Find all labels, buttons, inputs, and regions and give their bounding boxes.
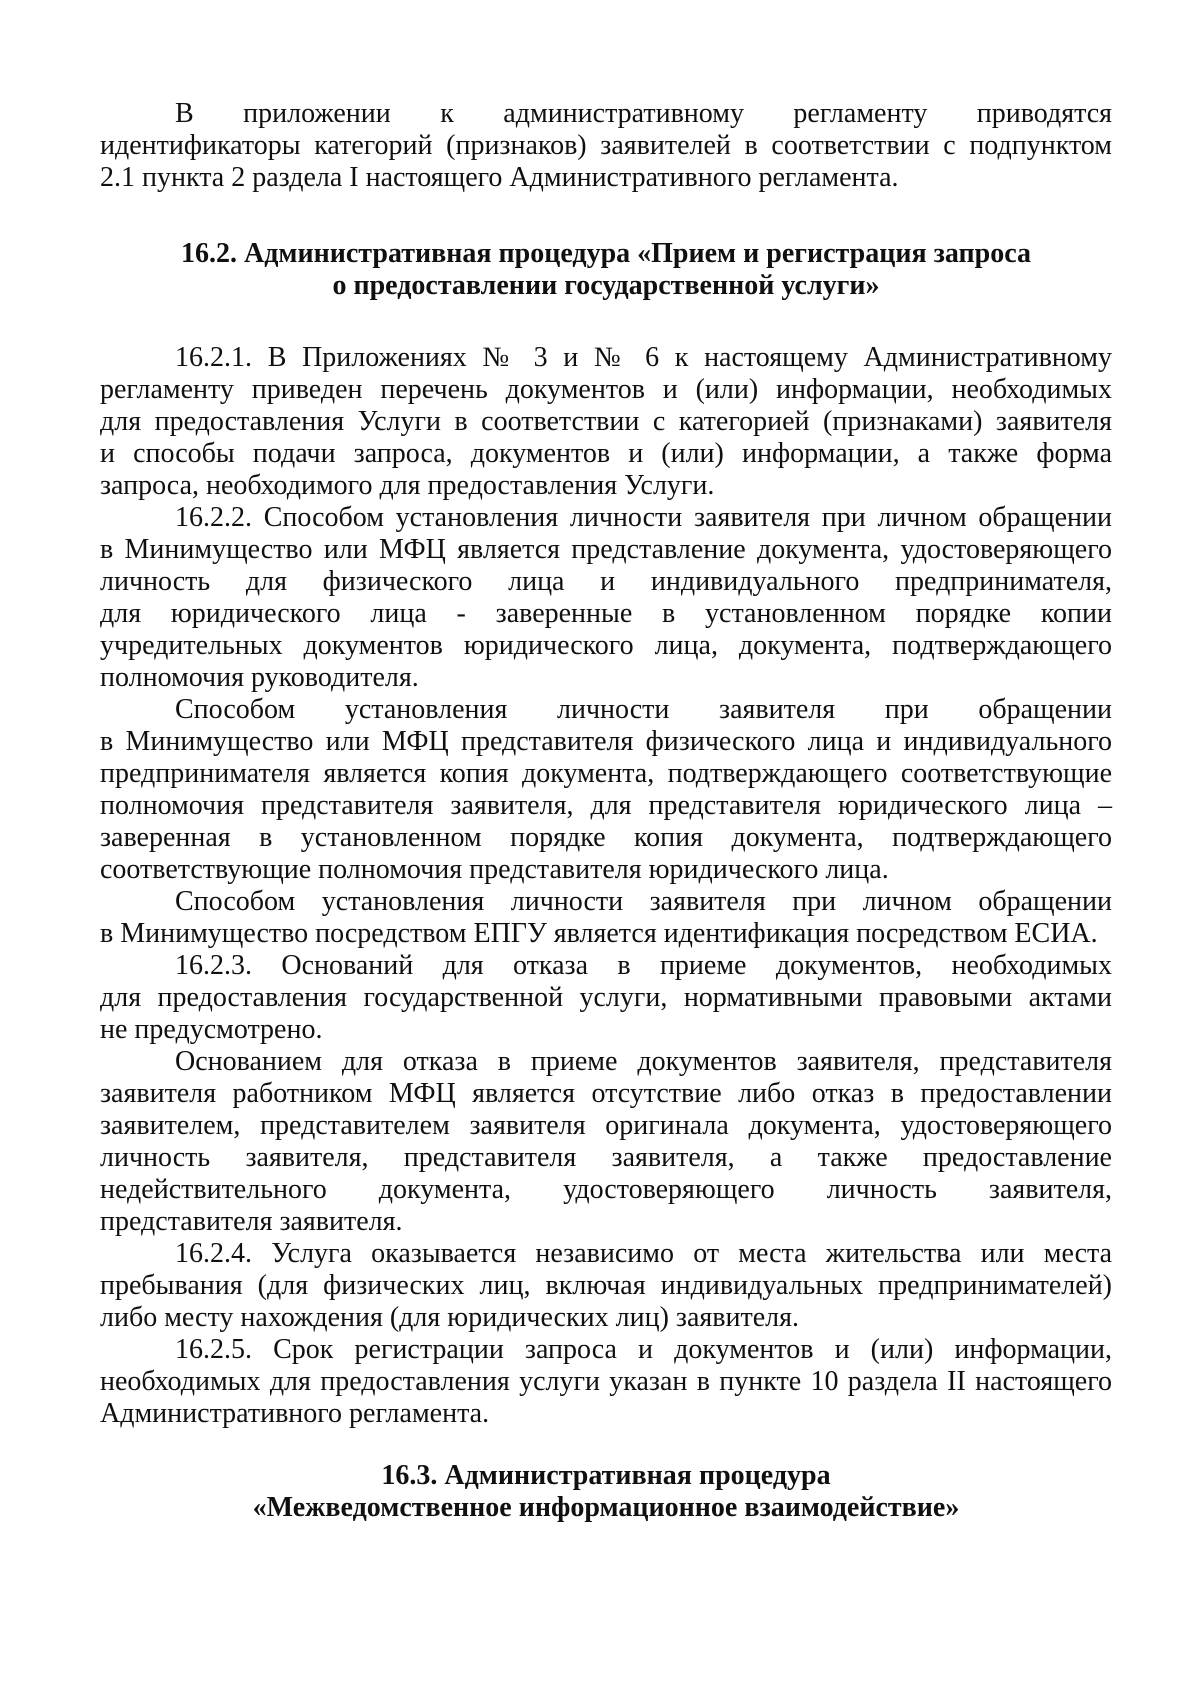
body-paragraph <box>100 694 1112 886</box>
text-line: для юридического лица - заверенные в установленном порядке копии <box>100 598 1112 629</box>
text-line: пребывания (для физических лиц, включая индивидуальных предпринимателей) <box>100 1270 1112 1301</box>
body-paragraph <box>100 950 1112 1046</box>
text-line: не предусмотрено. <box>100 1014 323 1045</box>
text-line: «Межведомственное информационное взаимодействие» <box>252 1492 960 1523</box>
document-body <box>100 0 1112 1524</box>
text-line: регламенту приведен перечень документов и (или) информации, необходимых <box>100 374 1112 405</box>
text-line: заявителя работником МФЦ является отсутствие либо отказ в предоставлении <box>100 1078 1112 1109</box>
text-line: для предоставления Услуги в соответствии с категорией (признаками) заявителя <box>100 406 1112 437</box>
text-line: полномочия представителя заявителя, для представителя юридического лица – <box>100 790 1112 821</box>
text-line: для предоставления государственной услуги, нормативными правовыми актами <box>100 982 1112 1013</box>
text-line: учредительных документов юридического лица, документа, подтверждающего <box>100 630 1112 661</box>
body-paragraph <box>100 1334 1112 1430</box>
text-line: В приложении к административному регламенту приводятся <box>175 98 1112 129</box>
text-line: 16.3. Административная процедура <box>381 1460 831 1491</box>
text-line: и способы подачи запроса, документов и (или) информации, а также форма <box>100 438 1112 469</box>
text-line: в Минимущество или МФЦ является представление документа, удостоверяющего <box>100 534 1112 565</box>
body-paragraph <box>100 886 1112 950</box>
text-line: представителя заявителя. <box>100 1206 403 1237</box>
body-paragraph <box>100 1046 1112 1238</box>
body-paragraph <box>100 342 1112 502</box>
text-line: полномочия руководителя. <box>100 662 419 693</box>
text-line: личность заявителя, представителя заявителя, а также предоставление <box>100 1142 1112 1173</box>
text-line: идентификаторы категорий (признаков) заявителей в соответствии с подпунктом <box>100 130 1112 161</box>
text-line: 16.2.1. В Приложениях № 3 и № 6 к настоящему Административному <box>175 342 1112 373</box>
body-paragraph <box>100 1238 1112 1334</box>
text-line: соответствующие полномочия представителя юридического лица. <box>100 854 889 885</box>
text-line: 16.2.3. Оснований для отказа в приеме документов, необходимых <box>175 950 1112 981</box>
text-line: 16.2.4. Услуга оказывается независимо от места жительства или места <box>175 1238 1112 1269</box>
section-heading <box>100 1460 1112 1524</box>
text-line: 16.2.5. Срок регистрации запроса и документов и (или) информации, <box>175 1334 1112 1365</box>
body-paragraph <box>100 502 1112 694</box>
text-line: 2.1 пункта 2 раздела I настоящего Административного регламента. <box>100 162 899 193</box>
body-paragraph <box>100 98 1112 194</box>
text-line: в Минимущество посредством ЕПГУ является идентификация посредством ЕСИА. <box>100 918 1098 949</box>
text-line: заявителем, представителем заявителя оригинала документа, удостоверяющего <box>100 1110 1112 1141</box>
text-line: Основанием для отказа в приеме документов заявителя, представителя <box>175 1046 1112 1077</box>
text-line: заверенная в установленном порядке копия документа, подтверждающего <box>100 822 1112 853</box>
text-line: Способом установления личности заявителя при обращении <box>175 694 1112 725</box>
text-line: запроса, необходимого для предоставления Услуги. <box>100 470 715 501</box>
text-line: необходимых для предоставления услуги указан в пункте 10 раздела II настоящего <box>100 1366 1112 1397</box>
text-line: недействительного документа, удостоверяющего личность заявителя, <box>100 1174 1112 1205</box>
text-line: о предоставлении государственной услуги» <box>332 270 880 301</box>
text-line: Административного регламента. <box>100 1398 490 1429</box>
text-line: предпринимателя является копия документа, подтверждающего соответствующие <box>100 758 1112 789</box>
text-line: личность для физического лица и индивидуального предпринимателя, <box>100 566 1112 597</box>
text-line: 16.2.2. Способом установления личности заявителя при личном обращении <box>175 502 1112 533</box>
text-line: либо месту нахождения (для юридических лиц) заявителя. <box>100 1302 799 1333</box>
text-line: 16.2. Административная процедура «Прием и регистрация запроса <box>181 238 1031 269</box>
text-line: Способом установления личности заявителя при личном обращении <box>175 886 1112 917</box>
section-heading <box>100 238 1112 302</box>
text-line: в Минимущество или МФЦ представителя физического лица и индивидуального <box>100 726 1112 757</box>
